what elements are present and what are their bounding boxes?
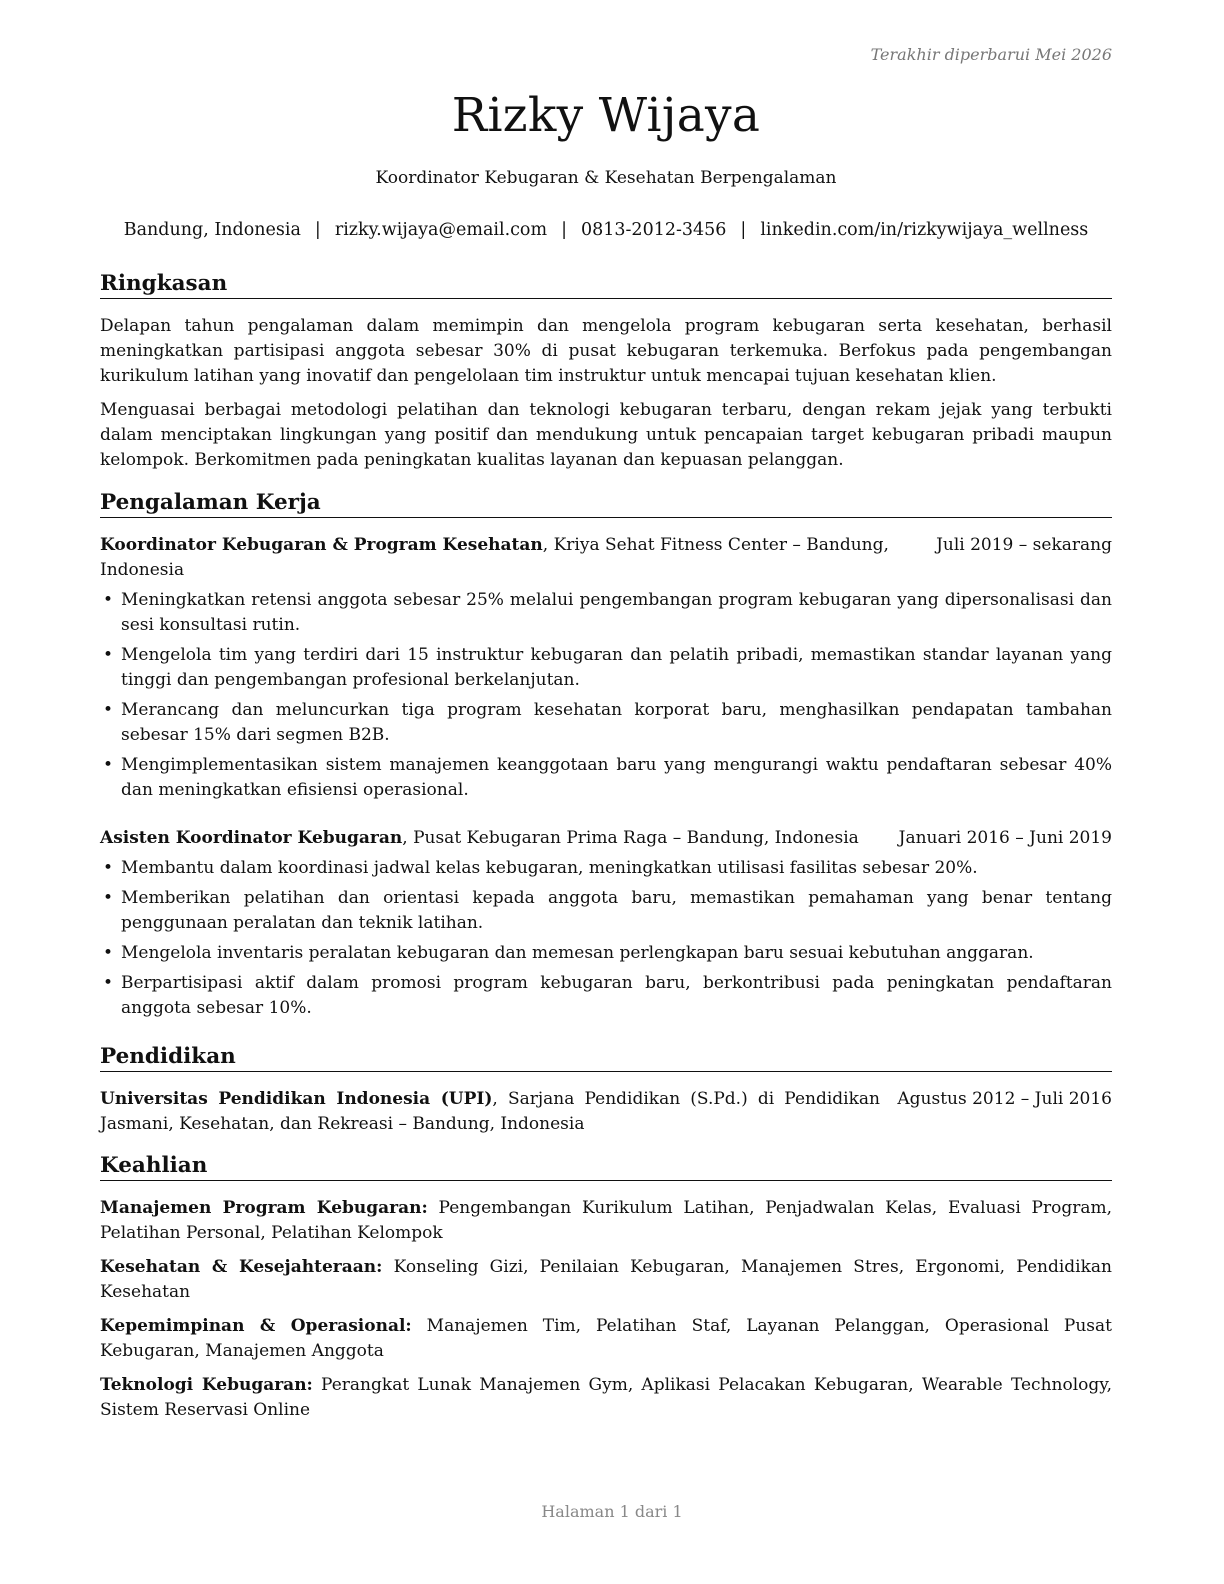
section-title-skills: Keahlian	[100, 1153, 1112, 1181]
job-header	[100, 826, 1112, 851]
skill-value: Konseling Gizi, Penilaian Kebugaran, Manajemen Stres, Ergonomi, Pendidikan Kesehatan	[100, 1257, 1112, 1302]
separator: |	[740, 220, 747, 240]
skill-row	[100, 1196, 1112, 1246]
job-title-line	[100, 826, 880, 851]
list-item: • Mengelola inventaris peralatan kebugaran dan memesan perlengkapan baru sesuai kebutuhan anggaran.	[100, 941, 1112, 966]
last-updated: Terakhir diperbarui Mei 2026	[870, 45, 1112, 64]
skill-label: Teknologi Kebugaran:	[100, 1375, 313, 1395]
contact-location: Bandung, Indonesia	[123, 220, 301, 240]
job-org: , Pusat Kebugaran Prima Raga – Bandung, Indonesia	[402, 828, 859, 848]
education-line	[100, 1087, 880, 1137]
education-date: Agustus 2012 – Juli 2016	[897, 1089, 1112, 1109]
contact-linkedin[interactable]: linkedin.com/in/rizkywijaya_wellness	[760, 220, 1089, 240]
skill-value: Perangkat Lunak Manajemen Gym, Aplikasi Pelacakan Kebugaran, Wearable Technology, Sistem Reservasi Online	[100, 1375, 1112, 1420]
job-entry	[100, 826, 1112, 1026]
job-date: Januari 2016 – Juni 2019	[898, 828, 1112, 848]
degree-detail: , Sarjana Pendidikan (S.Pd.) di Pendidikan Jasmani, Kesehatan, dan Rekreasi – Bandung, Indonesia	[100, 1089, 880, 1134]
job-bullets	[100, 856, 1112, 1021]
contact-email[interactable]: rizky.wijaya@email.com	[334, 220, 548, 240]
list-item: • Merancang dan meluncurkan tiga program kesehatan korporat baru, menghasilkan pendapatan tambahan sebesar 15% dari segmen B2B.	[100, 698, 1112, 748]
list-item: • Mengimplementasikan sistem manajemen keanggotaan baru yang mengurangi waktu pendaftaran sebesar 40% dan meningkatkan efisiensi operasional.	[100, 753, 1112, 803]
skills-section	[100, 1196, 1112, 1432]
separator: |	[561, 220, 567, 240]
education-header	[100, 1087, 1112, 1137]
job-role: Koordinator Kebugaran & Program Kesehatan	[100, 535, 543, 555]
list-item: • Berpartisipasi aktif dalam promosi program kebugaran baru, berkontribusi pada peningkatan pendaftaran anggota sebesar 10%.	[100, 971, 1112, 1021]
school-name: Universitas Pendidikan Indonesia (UPI)	[100, 1089, 493, 1109]
skill-label: Manajemen Program Kebugaran:	[100, 1198, 428, 1218]
page-number: Halaman 1 dari 1	[541, 1502, 683, 1521]
list-item: • Memberikan pelatihan dan orientasi kepada anggota baru, memastikan pemahaman yang benar tentang penggunaan peralatan dan teknik latihan.	[100, 886, 1112, 936]
summary-paragraph: Delapan tahun pengalaman dalam memimpin dan mengelola program kebugaran serta kesehatan, berhasil meningkatkan partisipasi anggota sebesar 30% di pusat kebugaran terkemuka. Berfokus pada pengembangan kurikulum latihan yang inovatif dan pengelolaan tim instruktur untuk mencapai tujuan kesehatan klien.	[100, 316, 1112, 386]
skill-row	[100, 1314, 1112, 1364]
section-title-education: Pendidikan	[100, 1044, 1112, 1072]
skill-row	[100, 1373, 1112, 1423]
skill-value: Manajemen Tim, Pelatihan Staf, Layanan Pelanggan, Operasional Pusat Kebugaran, Manajemen Anggota	[100, 1316, 1113, 1361]
job-bullets	[100, 588, 1112, 803]
section-title-summary: Ringkasan	[100, 271, 1112, 299]
skill-label: Kesehatan & Kesejahteraan:	[100, 1257, 383, 1277]
education-entry	[100, 1087, 1112, 1137]
list-item: • Mengelola tim yang terdiri dari 15 instruktur kebugaran dan pelatih pribadi, memastikan standar layanan yang tinggi dan pengembangan profesional berkelanjutan.	[100, 643, 1112, 693]
section-title-experience: Pengalaman Kerja	[100, 490, 1112, 518]
skill-value: Pengembangan Kurikulum Latihan, Penjadwalan Kelas, Evaluasi Program, Pelatihan Personal, Pelatihan Kelompok	[100, 1198, 1113, 1243]
job-entry	[100, 533, 1112, 808]
contact-phone: 0813-2012-3456	[580, 220, 727, 240]
job-date: Juli 2019 – sekarang	[936, 535, 1112, 555]
separator: |	[314, 220, 321, 240]
candidate-name: Rizky Wijaya	[451, 88, 761, 143]
tagline: Koordinator Kebugaran & Kesehatan Berpengalaman	[375, 168, 837, 188]
list-item: • Membantu dalam koordinasi jadwal kelas kebugaran, meningkatkan utilisasi fasilitas sebesar 20%.	[100, 856, 1112, 881]
summary-paragraph: Menguasai berbagai metodologi pelatihan dan teknologi kebugaran terbaru, dengan rekam jejak yang terbukti dalam menciptakan lingkungan yang positif dan mendukung untuk pencapaian target kebugaran pribadi maupun kelompok. Berkomitmen pada peningkatan kualitas layanan dan kepuasan pelanggan.	[100, 400, 1112, 470]
job-header	[100, 533, 1112, 583]
skill-row	[100, 1255, 1112, 1305]
job-title-line	[100, 533, 890, 583]
list-item: • Meningkatkan retensi anggota sebesar 25% melalui pengembangan program kebugaran yang dipersonalisasi dan sesi konsultasi rutin.	[100, 588, 1112, 638]
contact-line	[100, 220, 1112, 240]
job-role: Asisten Koordinator Kebugaran	[100, 828, 403, 848]
summary-section	[100, 314, 1112, 473]
skill-label: Kepemimpinan & Operasional:	[100, 1316, 412, 1336]
job-org: , Kriya Sehat Fitness Center – Bandung, Indonesia	[100, 535, 889, 580]
